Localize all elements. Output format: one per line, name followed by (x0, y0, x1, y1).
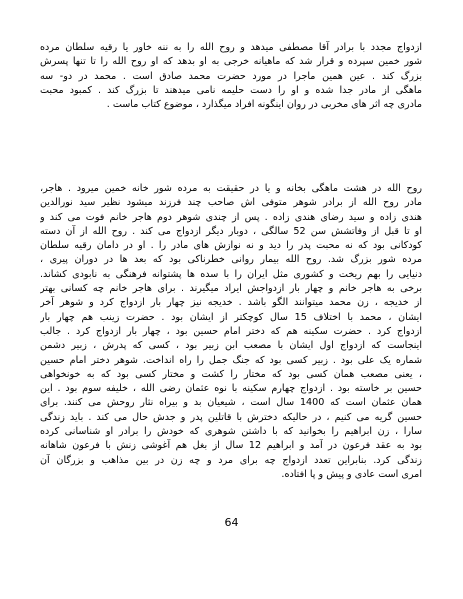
text-line: اینجاست که ازدواج اول ایشان با مصعب ابن زبیر بود ، کسی که پدرش ، زبیر دشمن (40, 340, 422, 352)
text-line: بزرگ کند . عین همین ماجرا در مورد حضرت محمد صادق است . محمد در دو- سه (40, 70, 422, 82)
text-line: ازدواج مجدد با برادر آقا مصطفی میدهد و روح الله را به ننه خاور یا رقیه سلطان مرده (40, 42, 422, 53)
paragraph-1 (40, 41, 422, 112)
text-line: شور خمین سپرده و قرار شد که ماهیانه خرجی به او بدهد که او روح الله را تا تنها پسرش (40, 56, 422, 68)
text-line: او تا قبل از وفاتشش سن 52 سالگی ، دوبار دیگر ازدواج می کند . روح الله از آن دسته (40, 225, 422, 237)
text-line: دنیایی را بهم ریخت و کشوری مثل ایران را با سده ها پشتوانه فرهنگی به نابودی کشاند. (40, 268, 422, 280)
text-line: مادری چه اثر های مخربی در روان اینگونه افراد میگذارد ، موضوع کتاب ماست . (106, 99, 422, 111)
text-line: حسین گریه می کنیم ، در حالیکه دخترش با قاتلین پدر و جدش حال می کند . باید زندگی (40, 411, 422, 423)
text-line: برخی به هاجر خانم و چهار بار ازدواجش ایراد میگیرند . برای هاجر خانم چه کسانی بهتر (40, 283, 422, 295)
text-line: ، یعنی مصعب همان کسی بود که مختار را کشت و مختار کسی بود که به خونخواهی (40, 368, 422, 380)
text-line: شماره یک علی بود . زبیر کسی بود که جنگ جمل را راه انداخت. شوهر دختر امام حسین (40, 354, 422, 366)
text-line: هندی زاده و سید رضای هندی زاده . پس از چندی شوهر دوم هاجر خانم فوت می کند و (40, 211, 422, 223)
text-line: ماهگی از مادر جدا شده و او را دست حلیمه نامی میدهند تا بزرگ کند . کمبود محبت (40, 84, 422, 96)
text-line: ازدواج کرد . حضرت سکینه هم که دختر امام حسین بود ، چهار بار ازدواج کرد . جالب (40, 325, 422, 337)
page-number: 64 (224, 516, 239, 529)
text-line: بود به عقد فرعون در آمد و ابراهیم 12 سال از بغل هم آغوشی زنش با فرعون شاهانه (40, 440, 422, 452)
text-line: سارا ، زن ابراهیم را بخوانید که با داشتن شوهری که خودش را برادر او شناسانی کرده (40, 426, 422, 438)
text-line: از خدیجه ، زن محمد میتوانند الگو باشد . خدیجه نیز چهار بار ازدواج کرد و شوهر آخر (40, 297, 422, 309)
text-line: مرده شور بزرگ شد. روح الله بیمار روانی خطرناکی بود که بعد ها در دوران پیری ، (40, 254, 422, 266)
text-line: ایشان ، محمد با اختلاف 15 سال کوچکتر از ایشان بود . حضرت زینب هم چهار بار (40, 311, 422, 323)
text-line: حسین بر خاسته بود . ازدواج چهارم سکینه با نوه عثمان رضی الله ، خلیفه سوم بود . این (40, 383, 422, 395)
text-line: روح الله در هشت ماهگی بخانه و یا در حقیقت به مرده شور خانه خمین میرود . هاجر، (40, 183, 422, 194)
text-line: امری است عادی و پیش و پا افتاده. (281, 468, 422, 480)
text-line: کودکانی بود که نه محبت پدر را دید و نه نوازش های مادر را . او در دامان رقیه سلطان (40, 240, 422, 252)
text-line: مادر روح الله از برادر شوهر متوفی اش صاحب چند فرزند میشود نظیر سید نورالدین (40, 197, 422, 209)
text-line: زندگی کرد. بنابراین تعدد ازدواج چه برای مرد و چه زن در بین مذاهب و بزرگان آن (40, 454, 422, 466)
text-line: همان عثمان است که 1400 سال است ، شیعیان بد و بیراه نثار روحش می کنند. برای (40, 397, 422, 409)
paragraph-2 (40, 182, 422, 482)
